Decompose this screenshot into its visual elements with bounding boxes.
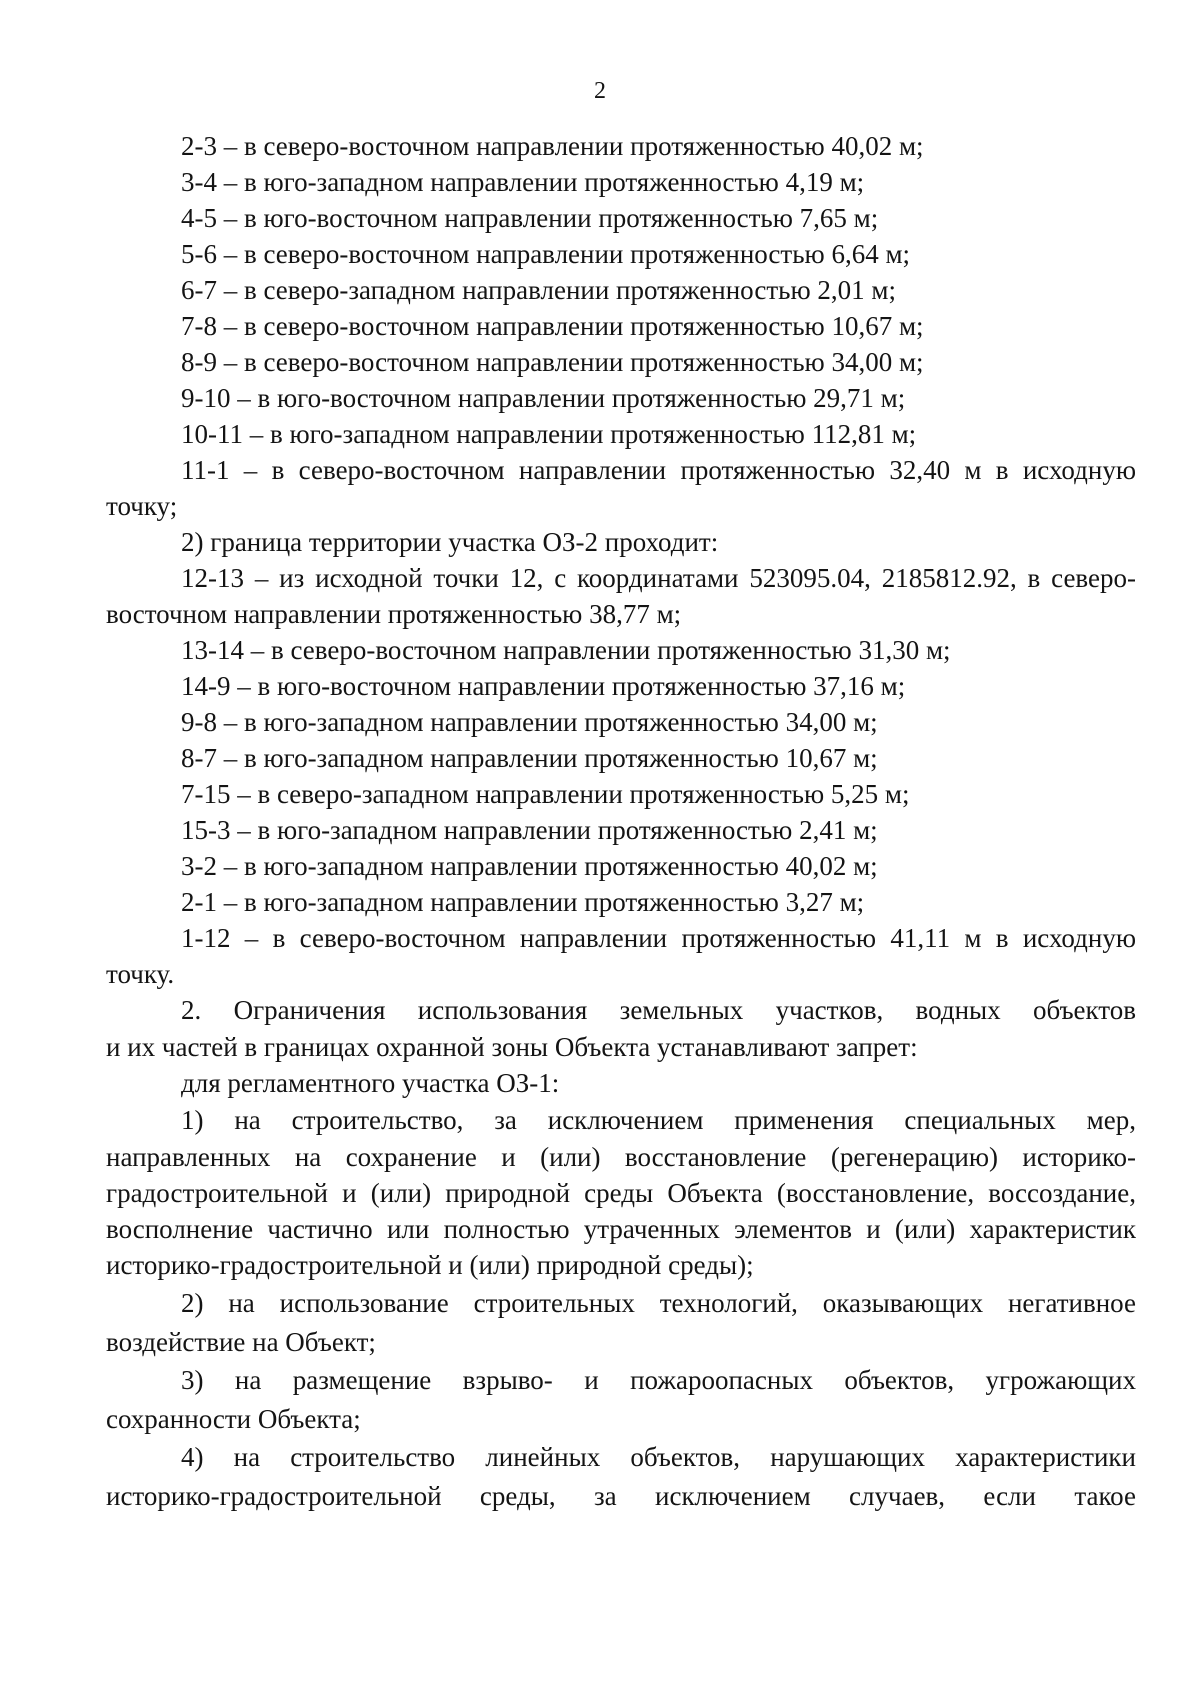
boundary-segment-line: 13-14 – в северо-восточном направлении протяженностью 31,30 м;	[181, 635, 951, 665]
page-number: 2	[594, 78, 606, 104]
prohibition-item-2-line: воздействие на Объект;	[106, 1327, 376, 1357]
prohibition-item-1-line: историко-градостроительной и (или) природной среды);	[106, 1250, 754, 1280]
boundary-segment-line: 4-5 – в юго-восточном направлении протяженностью 7,65 м;	[181, 203, 879, 233]
section-heading-oz2: 2) граница территории участка ОЗ-2 проходит:	[181, 527, 719, 557]
prohibition-item-1-line: градостроительной и (или) природной среды Объекта (восстановление, воссоздание,	[106, 1178, 1136, 1208]
prohibition-item-3-line: сохранности Объекта;	[106, 1404, 361, 1434]
prohibition-item-4-line: 4) на строительство линейных объектов, нарушающих характеристики	[181, 1442, 1136, 1472]
paragraph-continuation: точку.	[106, 959, 175, 989]
prohibition-item-3-line: 3) на размещение взрыво- и пожароопасных объектов, угрожающих	[181, 1365, 1136, 1395]
boundary-segment-line: 7-15 – в северо-западном направлении протяженностью 5,25 м;	[181, 779, 910, 809]
document-body	[106, 128, 1136, 1514]
boundary-segment-line: 10-11 – в юго-западном направлении протяженностью 112,81 м;	[181, 419, 917, 449]
boundary-segment-line: 12-13 – из исходной точки 12, с координатами 523095.04, 2185812.92, в северо-	[181, 563, 1136, 593]
boundary-segment-line: 9-10 – в юго-восточном направлении протяженностью 29,71 м;	[181, 383, 906, 413]
boundary-segment-line: 5-6 – в северо-восточном направлении протяженностью 6,64 м;	[181, 239, 911, 269]
prohibition-item-1-line: восполнение частично или полностью утраченных элементов и (или) характеристик	[106, 1214, 1136, 1244]
restrictions-paragraph-line: и их частей в границах охранной зоны Объекта устанавливают запрет:	[106, 1032, 918, 1062]
prohibition-item-4-line: историко-градостроительной среды, за исключением случаев, если такое	[106, 1481, 1136, 1511]
boundary-segment-line: 3-4 – в юго-западном направлении протяженностью 4,19 м;	[181, 167, 865, 197]
boundary-segment-line: 2-1 – в юго-западном направлении протяженностью 3,27 м;	[181, 887, 865, 917]
boundary-segment-line: 6-7 – в северо-западном направлении протяженностью 2,01 м;	[181, 275, 896, 305]
restrictions-paragraph-line: 2. Ограничения использования земельных участков, водных объектов	[181, 995, 1136, 1025]
boundary-segment-line: 3-2 – в юго-западном направлении протяженностью 40,02 м;	[181, 851, 878, 881]
zone-oz1-heading: для регламентного участка ОЗ-1:	[181, 1068, 560, 1098]
prohibition-item-1-line: направленных на сохранение и (или) восстановление (регенерацию) историко-	[106, 1142, 1136, 1172]
paragraph-continuation: восточном направлении протяженностью 38,77 м;	[106, 599, 682, 629]
paragraph-continuation: точку;	[106, 491, 178, 521]
boundary-segment-line: 8-7 – в юго-западном направлении протяженностью 10,67 м;	[181, 743, 878, 773]
boundary-segment-line: 9-8 – в юго-западном направлении протяженностью 34,00 м;	[181, 707, 878, 737]
boundary-segment-line: 8-9 – в северо-восточном направлении протяженностью 34,00 м;	[181, 347, 924, 377]
boundary-segment-line: 2-3 – в северо-восточном направлении протяженностью 40,02 м;	[181, 131, 924, 161]
prohibition-item-2-line: 2) на использование строительных технологий, оказывающих негативное	[181, 1288, 1136, 1318]
boundary-segment-line: 1-12 – в северо-восточном направлении протяженностью 41,11 м в исходную	[181, 923, 1136, 953]
boundary-segment-line: 15-3 – в юго-западном направлении протяженностью 2,41 м;	[181, 815, 878, 845]
boundary-segment-line: 11-1 – в северо-восточном направлении протяженностью 32,40 м в исходную	[181, 455, 1136, 485]
boundary-segment-line: 7-8 – в северо-восточном направлении протяженностью 10,67 м;	[181, 311, 924, 341]
prohibition-item-1-line: 1) на строительство, за исключением применения специальных мер,	[181, 1105, 1136, 1135]
boundary-segment-line: 14-9 – в юго-восточном направлении протяженностью 37,16 м;	[181, 671, 906, 701]
